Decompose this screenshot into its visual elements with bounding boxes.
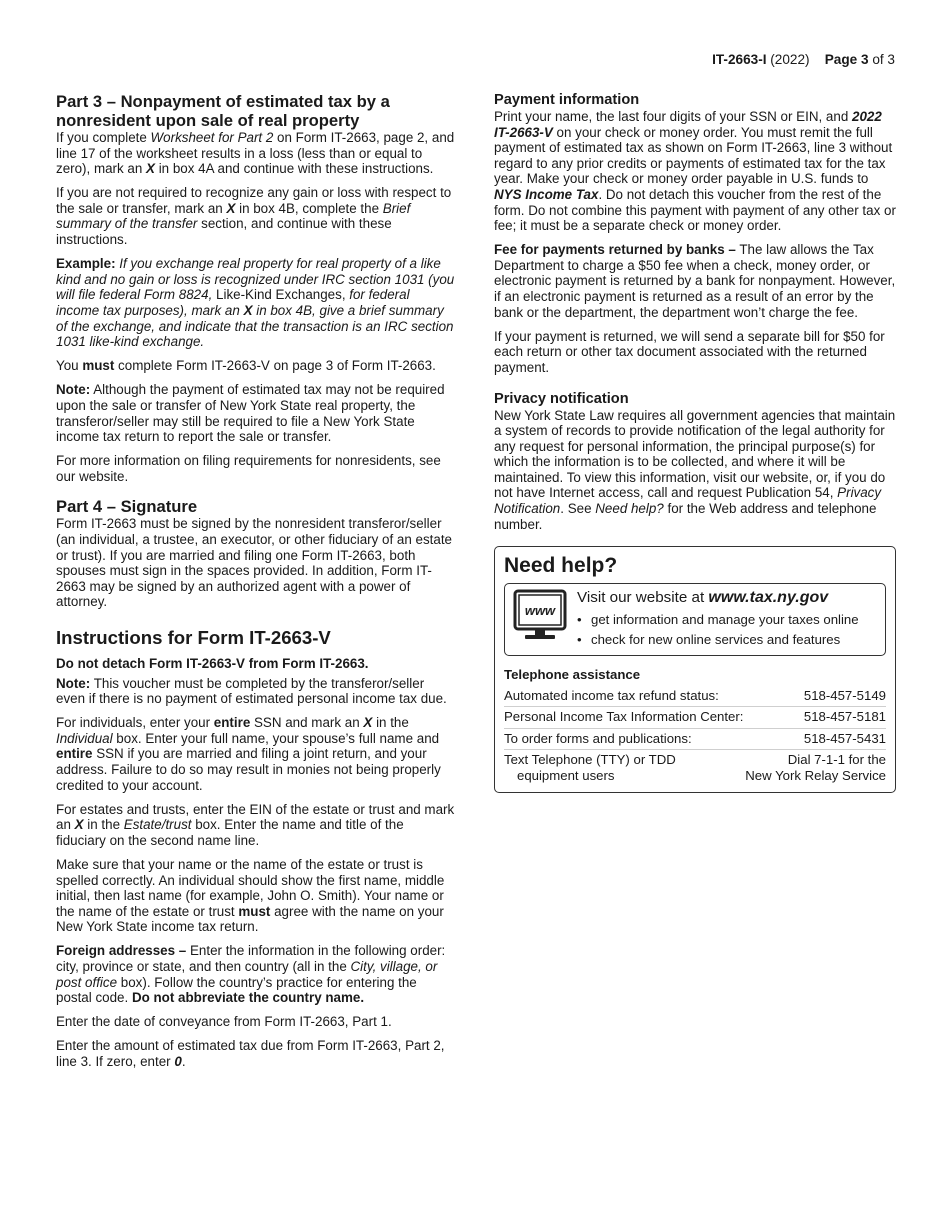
instr-v-date: Enter the date of conveyance from Form IT-2663, Part 1. — [56, 1014, 392, 1030]
instr-v-title: Instructions for Form IT-2663-V — [56, 626, 331, 648]
instr-v-foreign: Foreign addresses – Enter the information in the following order: city, province or state, and then country (all in the City, village, or post office box). Follow the country’s practice for entering the postal code. Do not abbreviate the country name. — [56, 943, 446, 1006]
tty-row: Text Telephone (TTY) or TDD equipment users Dial 7-1-1 for the New York Relay Service — [504, 752, 886, 783]
svg-text:www: www — [524, 603, 556, 619]
instr-v-note: Note: This voucher must be completed by the transferor/seller even if there is no payment of estimated personal income tax due. — [56, 675, 447, 707]
telephone-title: Telephone assistance — [504, 667, 641, 683]
payment-returned: If your payment is returned, we will send a separate bill for $50 for each return or other tax document associated with the returned payment. — [494, 328, 885, 375]
instr-v-name: Make sure that your name or the name of the estate or trust is spelled correctly. An individual should show the first name, middle initial, then last name (for example, John O. Smith). Your name or the name of the estate or trust must agree with the name on your New York State income tax return. — [56, 856, 445, 935]
phone-row: Automated income tax refund status: 518-457-5149 — [504, 686, 886, 708]
privacy-title: Privacy notification — [494, 390, 629, 407]
payment-title: Payment information — [494, 92, 640, 108]
form-id: IT-2663-I — [712, 52, 767, 67]
instr-v-detach: Do not detach Form IT-2663-V from Form IT-2663. — [56, 655, 369, 671]
part3-para1: If you complete Worksheet for Part 2 on Form IT-2663, page 2, and line 17 of the worksheet results in a loss (less than or equal to zero), mark an X in box 4A and continue with these instructions. — [56, 130, 455, 177]
website-bullet: • get information and manage your taxes online — [577, 610, 859, 630]
left-column — [56, 92, 456, 1078]
instr-v-individuals: For individuals, enter your entire SSN and mark an X in the Individual box. Enter your full name, your spouse’s full name and entire SSN if you are married and filing a joint return, and your address. Failure to do so may result in monies not being properly credited to your account. — [56, 715, 441, 793]
page-header — [712, 52, 895, 68]
right-column — [494, 92, 896, 793]
monitor-www-icon — [513, 588, 567, 642]
website-link[interactable]: www.tax.ny.gov — [708, 589, 829, 607]
payment-para: Print your name, the last four digits of your SSN or EIN, and 2022 IT-2663-V on your check or money order. You must remit the full payment of estimated tax as shown on Form IT-2663, line 3 without regard to any prior credits or payments of estimated tax for the tax year. Make your check or money order payable in U.S. funds to NYS Income Tax. Do not detach this voucher from the rest of the form. Do not combine this payment with payment of any other tax or fee; it must be a separate check or money order. — [494, 109, 896, 234]
part3-para2: If you are not required to recognize any gain or loss with respect to the sale or transfer, mark an X in box 4B, complete the Brief summary of the transfer section, and continue with these instructions. — [56, 185, 452, 248]
phone-row: To order forms and publications: 518-457-5431 — [504, 729, 886, 751]
visit-website: Visit our website at www.tax.ny.gov — [577, 589, 829, 607]
privacy-text: New York State Law requires all government agencies that maintain a system of records to provide notification of the legal authority for any request for personal information, the principal purpose(s) for which the information is to be collected, and where it will be maintained. To view this information, visit our website, or, if you do not have Internet access, call and request Publication 54, Privacy Notification. See Need help? for the Web address and telephone number. — [494, 407, 896, 532]
phone-row: Personal Income Tax Information Center: 518-457-5181 — [504, 707, 886, 729]
form-year: (2022) — [770, 52, 810, 67]
website-bullets — [577, 610, 859, 650]
part3-note: Note: Although the payment of estimated tax may not be required upon the sale or transfer of New York State real property, the transferor/seller may still be required to file a New York State income tax return to report the sale or transfer. — [56, 382, 445, 445]
page-total: of 3 — [872, 52, 895, 67]
instr-v-estates: For estates and trusts, enter the EIN of the estate or trust and mark an X in the Estate/trust box. Enter the name and title of the fiduciary on the second name line. — [56, 801, 455, 848]
part3-more-info: For more information on filing requirements for nonresidents, see our website. — [56, 453, 441, 484]
need-help-box — [494, 546, 896, 793]
part3-must: You must complete Form IT-2663-V on page 3 of Form IT-2663. — [56, 358, 436, 374]
need-help-title: Need help? — [504, 554, 618, 578]
part3-example: Example: If you exchange real property for real property of a like kind and no gain or loss is recognized under IRC section 1031 (you will file federal Form 8824, Like-Kind Exchanges, for federal income tax purposes), mark an X in box 4B, give a brief summary of the exchange, and indicate that the transaction is an IRC section 1031 like-kind exchange. — [56, 256, 455, 350]
page-label: Page — [824, 52, 858, 67]
website-text — [577, 588, 859, 650]
payment-fee: Fee for payments returned by banks – The law allows the Tax Department to charge a $50 fee when a check, money order, or electronic payment is returned by a bank for nonpayment. However, if an electronic payment is returned as a result of an error by the bank or the department, the department won’t charge the fee. — [494, 242, 896, 320]
part4-title: Part 4 – Signature — [56, 497, 198, 517]
part4-text: Form IT-2663 must be signed by the nonresident transferor/seller (an individual, a trustee, an executor, or other fiduciary of an estate or trust). If you are married and filing one Form IT-2663, both spouses must sign in the spaces provided. In addition, Form IT-2663 may be signed by an authorized agent with a power of attorney. — [56, 516, 452, 610]
instr-v-amount: Enter the amount of estimated tax due from Form IT-2663, Part 2, line 3. If zero, enter 0. — [56, 1038, 445, 1069]
website-bullet: • check for new online services and features — [577, 630, 859, 650]
part3-title: Part 3 – Nonpayment of estimated tax by a nonresident upon sale of real property — [56, 92, 390, 130]
website-box — [504, 583, 886, 656]
page-number: 3 — [860, 52, 869, 67]
